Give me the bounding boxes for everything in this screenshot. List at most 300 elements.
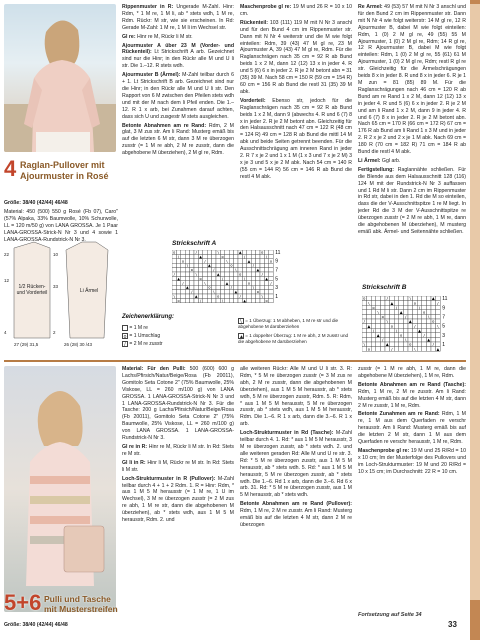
chart-a-cell bbox=[190, 263, 194, 267]
m56-col2-p1: Material: Für den Pulli: 500 (600) 600 g Lachs/Pfirsich/Natur/Beige/Rosa (Fb 20011), Gomitolo Seta Cotone 2" (75% Baumwolle, 25% Viskose, LL = 260 m/100 g) von LANA GROSSA. 1 LANA-GROSSA-Strick-N Nr 3 und 1 LANA-GROSSA-Rundstrick-N Nr 3. Für die Tasche: 200 g Lachs/Pfirsich/Natur/Beige/Rosa (Fb 20011), Gomitolo Seta Cotone 2" (75% Baumwolle, 25% Viskose, LL = 260 m/100 g) von LANA GROSSA. 1 LANA-GROSSA-Rundstrick-N Nr 3. bbox=[122, 366, 234, 442]
chart-a-cell bbox=[212, 281, 216, 285]
chart-a-symbol: / bbox=[200, 298, 202, 303]
chart-a-cell bbox=[172, 285, 176, 289]
chart-b-cell bbox=[399, 301, 404, 306]
schematic-dim-left-2: 12 bbox=[4, 278, 10, 283]
chart-b-cell bbox=[399, 305, 404, 310]
m56-col3-p3: Betonte Abnahmen am re Rand (Pullover): Rdm, 1 M re, 2 M re zusstr. Am li Rand: Musterg emäß bis auf die letzten 4 M str, dann 2 M re überzogen bbox=[240, 501, 352, 528]
chart-b-cell bbox=[426, 296, 431, 301]
chart-b-cell bbox=[413, 328, 418, 333]
chart-b-cell bbox=[408, 301, 413, 306]
chart-b-symbol: ▲ bbox=[376, 333, 380, 338]
chart-b-cell bbox=[367, 319, 372, 324]
chart-b-cell bbox=[408, 333, 413, 338]
chart-a-cell bbox=[234, 272, 238, 276]
chart-b-cell bbox=[376, 328, 381, 333]
chart-a-cell bbox=[269, 268, 273, 272]
schematic-dim-right-3: 2 bbox=[53, 330, 56, 335]
chart-a-cell bbox=[247, 285, 251, 289]
chart-a-symbol: \ bbox=[195, 272, 197, 277]
m56-col3-p1: alle weiteren Rückr: Alle M und U li str. 3. R: Rdm, * 5 M re überzogen zusstr (= 3 M zus re abh, 2 M re zusstr, dann die abgehobenen M überziehen), aus 1 M 5 M herausstr, ab * stets wdh, 5 M re überzogen zusstr, Rdm. 5. R: Rdm, * aus 1 M 5 M herausstr, 5 M re überzogen zusstr, ab * stets wdh, aus 1 M 5 M herausstr, Rdm. Die 1.–6. R 1 x arb, dann die 3.–6. R 1 x arb. bbox=[240, 366, 352, 428]
m56-col2-p2: Gl re in R: Hinr re M, Rückr li M str. In Rd: Stets re M str. bbox=[122, 443, 234, 457]
chart-a-cell bbox=[229, 272, 233, 276]
continued-note: Fortsetzung auf Seite 34 bbox=[358, 612, 422, 618]
chart-b-cell bbox=[390, 333, 395, 338]
chart-b-cell bbox=[408, 310, 413, 315]
chart-a-cell bbox=[264, 250, 268, 254]
chart-a-cell bbox=[269, 254, 273, 258]
chart-a-cell bbox=[234, 276, 238, 280]
chart-a-cell bbox=[260, 281, 264, 285]
chart-a-cell bbox=[172, 276, 176, 280]
chart-b-cell bbox=[436, 342, 441, 347]
chart-b-symbol: \ bbox=[418, 305, 421, 310]
chart-a-symbol: ▲ bbox=[243, 298, 246, 303]
chart-b-cell bbox=[367, 314, 372, 319]
model4-col4 bbox=[358, 4, 466, 276]
chart-b-cell bbox=[376, 337, 381, 342]
chart-b-cell bbox=[417, 319, 422, 324]
chart-a-cell bbox=[247, 294, 251, 298]
chart-b-cell bbox=[385, 310, 390, 315]
chart-b-cell bbox=[431, 324, 436, 329]
chart-b-symbol: o bbox=[432, 319, 435, 324]
m56-col4-p4: Maschenprobe gl re: 19 M und 25 R/Rd = 10 x 10 cm; Im der Musterfolge des Pullovers und im Loch-Strukturmuster: 19 M und 20 R/Rd = 10 x 15 cm; im Durchschnitt: 22 R = 10 cm. bbox=[358, 447, 466, 475]
chart-b-symbol: ▲ bbox=[385, 342, 389, 347]
chart-b-cell bbox=[431, 333, 436, 338]
chart-b-cell bbox=[376, 319, 381, 324]
chart-b-cell bbox=[362, 310, 367, 315]
chart-a-cell bbox=[247, 268, 251, 272]
chart-a-cell bbox=[194, 281, 198, 285]
chart-a-cell bbox=[194, 259, 198, 263]
chart-a-cell bbox=[225, 250, 229, 254]
chart-b-cell bbox=[431, 337, 436, 342]
legend-knit-symbol bbox=[122, 325, 128, 331]
chart-a-symbol: \ bbox=[244, 276, 246, 281]
chart-a-cell bbox=[264, 263, 268, 267]
chart-b-cell bbox=[399, 337, 404, 342]
chart-b-row-label: 9 bbox=[442, 305, 445, 312]
chart-a-cell bbox=[225, 290, 229, 294]
chart-a-cell bbox=[207, 290, 211, 294]
chart-b-cell bbox=[426, 324, 431, 329]
chart-a-symbol: ▲ bbox=[194, 294, 198, 299]
chart-a-symbol: / bbox=[239, 294, 241, 299]
chart-b-cell bbox=[403, 347, 408, 352]
chart-b-symbol: o bbox=[390, 324, 394, 329]
chart-b-symbol: ▲ bbox=[390, 301, 394, 306]
chart-a-cell bbox=[229, 281, 233, 285]
chart-a-cell bbox=[238, 259, 242, 263]
chart-a-symbol: ▲ bbox=[225, 281, 229, 286]
chart-a-symbol: / bbox=[182, 281, 184, 286]
legend-item-yo: o = 1 Umschlag bbox=[123, 333, 161, 340]
chart-b-cell bbox=[385, 314, 390, 319]
col4-p1: Re Ärmel: 49 (53) 57 M mit N Nr 3 anschl und für den Bund 2 cm im Rippenmuster str. Dann mit N Nr 4 wie folgt weiterstr: 14 M gl re, 12 R Ajourmuster B, dabei M wie folgt einteilen: Rdm, 1 (0) 2 M gl re, 49 (55) 55 M Ajourmuster, 1 (0) 2 M gl re, Rdm; 14 R gl re, 12 R Ajourmuster B, dabei M wie folgt einteilen: Rdm, 1 (0) 2 M gl re, 55 (61) 61 M Ajourmuster, 1 (0) 2 M gl re, Rdm; restl R gl re str. Gleichzeitig für die Ärmelschrägungen beids 8 x in jeder 8. R und 8 x in jeder 6. R je 1 M zun = 81 (85) 89 M. Für die Raglanschrägungen nach 46 cm = 120 R ab Bund am re Rand 1 x 2 M, dann 12 (12) 13 x in jeder 4. R und 5 (6) 6 x in jeder 2. R je 2 M und am li Rand 1 x 2 M, dann 9 in jeder 4. R und 6 (7) 8 x in jeder 2. R je 2 M betont abn. Nach 65 cm = 170 R (66 cm = 172 R) 67 cm = 176 R ab Bund am li Rand 1 x 3 M und in jeder 2. R 2 x je 2 und 2 x je 1 M abk. Nach 69 cm = 180 R (70 cm = 182 R) 71 cm = 184 R ab Bund die restl 4 M abk. bbox=[358, 4, 466, 156]
chart-a-cell bbox=[190, 259, 194, 263]
model4-material: Material: 450 (500) 550 g Rosé (Fb 07), Caro" (57% Alpaka, 33% Baumwolle, 10% Schurwolle, LL = 120 m/50 g) von LANA GROSSA. Je 1 Paar LANA-GROSSA-Strick-N Nr 3 und 4 sowie 1 LANA-GROSSA-Rundstrick-N Nr 3. bbox=[4, 208, 118, 243]
chart-b-cell bbox=[417, 337, 422, 342]
chart-b-cell bbox=[422, 328, 427, 333]
chart-a-cell bbox=[229, 250, 233, 254]
chart-b-symbol: ▲ bbox=[399, 310, 403, 315]
chart-b-cell bbox=[385, 328, 390, 333]
chart-b-cell bbox=[431, 347, 436, 352]
chart-a-cell bbox=[269, 298, 273, 302]
chart-a-cell bbox=[247, 272, 251, 276]
chart-b-cell bbox=[413, 333, 418, 338]
chart-a-cell bbox=[185, 281, 189, 285]
chart-a-cell bbox=[176, 281, 180, 285]
chart-a-symbol: \ bbox=[261, 294, 263, 299]
col3-p3: Vorderteil: Ebenso str, jedoch für die Raglanschrägen nach 35 cm = 92 R ab Bund beids 1 x 2 M, dann 9 (abwechs 4. R und 6 (7) 8 x in jeder 2. R je 2 M betont abn. Gleichzeitig für den Halsausschnitt nach 47 cm = 122 R (48 cm = 124 R) 49 cm = 128 R ab Bund die mittl 14 M abk und beide Seiten getrennt beenden. Für die Ausschnittschrägung am inneren Rand in jeder 2. R 7 x je 2 und 1 x 1 M (1 x 3 und 7 x je 2 M) 3 x je 3 und 5 x je 2 M abk. Nach 54 cm = 140 R (55 cm = 144 R) 56 cm = 146 R ab Bund die restl 4 M abk. bbox=[240, 97, 352, 180]
chart-b-symbol: \ bbox=[377, 310, 379, 315]
chart-a-symbol: o bbox=[261, 250, 264, 255]
chart-a-cell bbox=[176, 268, 180, 272]
model56-col2 bbox=[122, 366, 234, 636]
chart-a-cell bbox=[207, 281, 211, 285]
chart-a-symbol: o bbox=[217, 294, 220, 299]
model56-number: 5+6 bbox=[4, 590, 42, 615]
chart-b-cell bbox=[413, 305, 418, 310]
chart-a-symbol: ▲ bbox=[247, 259, 251, 264]
chart-a-cell bbox=[247, 254, 251, 258]
chart-a-cell bbox=[238, 263, 242, 267]
chart-b-cell bbox=[399, 347, 404, 352]
chart-a-cell bbox=[247, 290, 251, 294]
chart-a-cell bbox=[234, 263, 238, 267]
chart-b-cell bbox=[436, 310, 441, 315]
chart-b-symbol: / bbox=[395, 305, 398, 310]
chart-a-cell bbox=[212, 272, 216, 276]
chart-a-cell bbox=[225, 294, 229, 298]
chart-a-cell bbox=[251, 259, 255, 263]
chart-b-symbol: ▲ bbox=[431, 296, 435, 301]
chart-b-cell bbox=[390, 310, 395, 315]
chart-a-row-label: 11 bbox=[275, 250, 281, 256]
chart-a-cell bbox=[203, 254, 207, 258]
chart-b-cell bbox=[399, 314, 404, 319]
chart-b-cell bbox=[426, 301, 431, 306]
page-number: 33 bbox=[448, 620, 457, 629]
chart-b-symbol: / bbox=[382, 338, 384, 343]
chart-a-cell bbox=[190, 250, 194, 254]
chart-a-symbol: / bbox=[270, 281, 272, 286]
col2-p3: Ajourmuster A über 23 M (Vorder- und Rückenteil): Lt Strickschrift A arb. Gezeichnet sind nur die Hinr; in den Rückr alle M und U li str. Die 1.–12. R stets wdh. bbox=[122, 42, 234, 70]
chart-a-symbol: o bbox=[181, 259, 185, 264]
chart-a-cell bbox=[194, 298, 198, 302]
chart-a-symbol: / bbox=[213, 268, 215, 273]
chart-a-cell bbox=[181, 263, 185, 267]
chart-a-cell bbox=[260, 263, 264, 267]
chart-a-cell bbox=[225, 298, 229, 302]
chart-a-cell bbox=[185, 259, 189, 263]
chart-a-symbol: \ bbox=[266, 254, 268, 259]
m56-col4-p1: zusstr (= 1 M re abh, 1 M re, dann die abgehobene M überziehen), 1 M re, Rdm. bbox=[358, 366, 466, 379]
col2-p1: Rippenmuster in R: Ungerade M-Zahl. Hinr: Rdm, * 1 M re, 1 M li, ab * stets wdh, 1 M re, Rdm. Rückr: M str, wie sie erscheinen. In Rd: Gerade M-Zahl: 1 M re, 1 M li im Wechsel str. bbox=[122, 4, 234, 31]
model4-title: Raglan-Pullover mit Ajourmuster in Rosé bbox=[20, 160, 109, 181]
chart-a-cell bbox=[207, 276, 211, 280]
chart-a-cell bbox=[203, 263, 207, 267]
chart-a-cell bbox=[238, 290, 242, 294]
chart-a-cell bbox=[203, 290, 207, 294]
chart-a-symbol: \ bbox=[178, 254, 180, 259]
chart-a-symbol: \ bbox=[252, 285, 254, 290]
chart-b-cell bbox=[403, 342, 408, 347]
chart-a-symbol: \ bbox=[217, 250, 219, 255]
chart-a-cell bbox=[185, 294, 189, 298]
chart-a-cell bbox=[251, 272, 255, 276]
chart-b-title: Strickschrift B bbox=[362, 284, 407, 291]
chart-a-cell bbox=[260, 298, 264, 302]
chart-b-cell bbox=[367, 296, 372, 301]
chart-b-cell bbox=[417, 296, 422, 301]
chart-b-cell bbox=[390, 314, 395, 319]
chart-a-cell bbox=[242, 268, 246, 272]
chart-a-cell bbox=[176, 290, 180, 294]
chart-a-cell bbox=[256, 298, 260, 302]
chart-a-cell bbox=[216, 259, 220, 263]
chart-b-cell bbox=[431, 301, 436, 306]
chart-a-cell bbox=[251, 254, 255, 258]
legend bbox=[122, 324, 232, 348]
chart-b-cell bbox=[403, 328, 408, 333]
chart-b-cell bbox=[362, 305, 367, 310]
chart-b-cell bbox=[385, 301, 390, 306]
chart-a-cell bbox=[207, 272, 211, 276]
chart-a-cell bbox=[220, 290, 224, 294]
chart-a-cell bbox=[185, 276, 189, 280]
chart-a-cell bbox=[225, 254, 229, 258]
chart-a-row-label: 9 bbox=[275, 258, 278, 265]
chart-b-cell bbox=[408, 324, 413, 329]
chart-b-symbol: / bbox=[386, 296, 388, 301]
chart-b-symbol: / bbox=[372, 328, 375, 333]
chart-a-cell bbox=[216, 290, 220, 294]
chart-a-cell bbox=[242, 263, 246, 267]
chart-a-cell bbox=[256, 263, 260, 267]
chart-b-cell bbox=[436, 314, 441, 319]
schematic-label-sleeve: Li Ärmel bbox=[79, 288, 99, 294]
chart-b-cell bbox=[380, 347, 385, 352]
chart-a-cell bbox=[203, 250, 207, 254]
chart-a-cell bbox=[176, 250, 180, 254]
chart-a-cell bbox=[225, 276, 229, 280]
chart-a-symbol: \ bbox=[235, 268, 237, 273]
chart-a-cell bbox=[256, 254, 260, 258]
chart-a-cell bbox=[173, 272, 180, 277]
chart-a-symbol: o bbox=[265, 298, 268, 303]
chart-b-cell bbox=[394, 337, 399, 342]
chart-b-row-label: 11 bbox=[442, 296, 448, 303]
chart-a-cell bbox=[269, 263, 273, 267]
chart-b-cell bbox=[380, 328, 385, 333]
chart-a-cell bbox=[229, 298, 233, 302]
chart-a-cell bbox=[216, 285, 220, 289]
chart-a-cell bbox=[181, 298, 185, 302]
chart-b-cell bbox=[380, 301, 385, 306]
chart-a-symbol: / bbox=[195, 250, 197, 255]
chart-a-cell bbox=[185, 298, 189, 302]
chart-b-symbol: o bbox=[422, 310, 426, 315]
chart-b-cell bbox=[376, 342, 381, 347]
legend-right bbox=[238, 318, 352, 345]
chart-b-cell bbox=[390, 328, 395, 333]
chart-b-cell bbox=[362, 347, 367, 352]
chart-a-cell bbox=[229, 254, 233, 258]
chart-b-symbol: \ bbox=[386, 319, 388, 324]
chart-b-cell bbox=[422, 314, 427, 319]
chart-b-cell bbox=[403, 301, 408, 306]
chart-b-cell bbox=[371, 342, 376, 347]
chart-a-symbol: ▲ bbox=[199, 254, 202, 259]
chart-b-symbol: \ bbox=[414, 347, 416, 352]
chart-b-cell bbox=[426, 333, 431, 338]
chart-a-cell bbox=[190, 272, 194, 276]
chart-a-row-label: 5 bbox=[275, 276, 278, 283]
chart-b-cell bbox=[422, 347, 427, 352]
chart-b-row-label: 1 bbox=[442, 342, 445, 349]
chart-a-symbol: o bbox=[230, 263, 233, 268]
chart-a-title: Strickschrift A bbox=[172, 240, 217, 247]
chart-b-cell bbox=[380, 324, 385, 329]
chart-a-symbol: \ bbox=[204, 281, 206, 286]
chart-b-cell bbox=[380, 319, 385, 324]
chart-a-cell bbox=[260, 290, 264, 294]
chart-a-cell bbox=[216, 281, 220, 285]
chart-a-cell bbox=[256, 276, 260, 280]
chart-b-cell bbox=[422, 305, 427, 310]
chart-a-cell bbox=[203, 294, 207, 298]
chart-b-cell bbox=[394, 310, 399, 315]
legend-dbl-symbol: ▲ bbox=[239, 334, 244, 341]
chart-a-symbol: / bbox=[230, 285, 232, 290]
chart-a-cell bbox=[225, 263, 229, 267]
col3-p2: Rückenteil: 103 (111) 119 M mit N Nr 3 anschl und für den Bund 4 cm im Rippenmuster str. Dann mit N Nr 4 weiterstr und die M wie folgt einteilen: Rdm, 39 (43) 47 M gl re, 23 M Ajourmuster A, 39 (43) 47 M gl re, Rdm. Für die Raglanschrägen nach 35 cm = 92 R ab Bund beids 1 x 2 M, dann 12 (12) 13 x in jeder 4. R und 5 (6) 6 x in jeder 2. R je 2 M betont abn = 31 (35) 39 M. Nach 58 cm = 150 R (59 cm = 154 R) 60 cm = 156 R ab Bund die restl 31 (35) 39 M abk. bbox=[240, 19, 352, 95]
chart-b-cell bbox=[394, 314, 399, 319]
chart-a-cell bbox=[220, 281, 224, 285]
col2-p5: Betonte Abnahmen am re Rand: Rdm, 2 M glat, 3 M zus str. Am li Rand: Musterg emäß bis auf die letzten 6 M str, dann 3 M re überzogen zusstr (= 1 M re abh, 2 M re zusstr, dann die abgehobene M überziehen), 2 M gl re, Rdm. bbox=[122, 122, 234, 157]
chart-b-symbol: \ bbox=[437, 324, 439, 329]
chart-a-cell bbox=[181, 268, 185, 272]
chart-a-symbol: \ bbox=[226, 259, 228, 264]
chart-b-cell bbox=[413, 342, 418, 347]
chart-a-cell bbox=[212, 298, 216, 302]
model4-number: 4 bbox=[4, 156, 17, 181]
chart-a-cell bbox=[207, 298, 211, 302]
chart-b-cell bbox=[426, 310, 431, 315]
chart-a-symbol: \ bbox=[173, 294, 175, 299]
side-tab-top bbox=[470, 0, 480, 4]
chart-b-cell bbox=[436, 337, 441, 342]
chart-a-cell bbox=[198, 268, 202, 272]
chart-b-cell bbox=[399, 319, 404, 324]
chart-a-cell bbox=[207, 259, 211, 263]
chart-a-cell bbox=[172, 263, 176, 267]
chart-b-cell bbox=[394, 319, 399, 324]
chart-b-cell bbox=[390, 319, 395, 324]
col3-p1: Maschenprobe gl re: 19 M und 26 R = 10 x 10 cm. bbox=[240, 4, 352, 17]
chart-b-symbol: o bbox=[399, 333, 403, 338]
legend-k2tog-symbol: / bbox=[122, 341, 128, 347]
schematic-label-body: 1/2 Rücken- und Vorderteil bbox=[16, 284, 48, 296]
chart-a-cell bbox=[261, 272, 268, 277]
chart-b-symbol: / bbox=[432, 342, 434, 347]
chart-a-cell bbox=[251, 294, 255, 298]
model56-col4 bbox=[358, 366, 466, 606]
chart-b-cell bbox=[399, 296, 404, 301]
chart-b-row-label: 7 bbox=[442, 314, 445, 321]
chart-a-cell bbox=[264, 281, 268, 285]
schematic-dim-left-1: 22 bbox=[4, 252, 10, 257]
m56-col4-p2: Betonte Abnahmen am re Rand (Tasche): Rdm, 1 M re, 2 M re zusstr. Am li Rand: Musterg emäß bis auf die letzten 4 M str, dann 2 M re zusstr, 1 M re, Rdm. bbox=[358, 381, 466, 409]
chart-a-cell bbox=[172, 281, 176, 285]
chart-a-cell bbox=[212, 259, 216, 263]
chart-b-symbol: / bbox=[437, 301, 439, 306]
chart-a-cell bbox=[176, 263, 180, 267]
chart-a-cell bbox=[203, 285, 207, 289]
chart-b-cell bbox=[408, 314, 413, 319]
chart-a-cell bbox=[194, 263, 198, 267]
chart-b-cell bbox=[380, 310, 385, 315]
chart-b-cell bbox=[417, 342, 422, 347]
chart-a-cell bbox=[260, 259, 264, 263]
chart-b-cell bbox=[426, 328, 431, 333]
chart-b-cell bbox=[385, 337, 390, 342]
chart-b-symbol: \ bbox=[405, 338, 407, 343]
chart-a-cell bbox=[198, 285, 202, 289]
chart-a-cell bbox=[234, 250, 238, 254]
chart-a-cell bbox=[190, 276, 194, 280]
chart-a-cell bbox=[185, 250, 189, 254]
chart-a-cell bbox=[190, 285, 194, 289]
chart-a-cell bbox=[198, 263, 202, 267]
chart-a-cell bbox=[251, 281, 255, 285]
chart-b-cell bbox=[371, 333, 376, 338]
chart-a-symbol: o bbox=[190, 268, 193, 273]
chart-a-cell bbox=[185, 272, 189, 276]
chart-b-cell bbox=[422, 324, 427, 329]
chart-a-symbol: o bbox=[173, 250, 176, 255]
chart-b-cell bbox=[399, 342, 404, 347]
chart-b-cell bbox=[385, 347, 390, 352]
chart-b-cell bbox=[376, 301, 381, 306]
chart-b-cell bbox=[417, 310, 422, 315]
chart-b-symbol: o bbox=[372, 305, 375, 310]
chart-a-row-label: 1 bbox=[275, 293, 278, 300]
chart-b-cell bbox=[371, 314, 376, 319]
chart-a-cell bbox=[225, 268, 229, 272]
chart-a-cell bbox=[217, 250, 224, 255]
chart-a-cell bbox=[220, 259, 224, 263]
chart-a-symbol: ▲ bbox=[265, 276, 268, 281]
chart-a-cell bbox=[242, 290, 246, 294]
model56-photo bbox=[4, 366, 116, 615]
chart-b-cell bbox=[376, 347, 381, 352]
chart-b-cell bbox=[394, 324, 399, 329]
schematic-dim-right-1: 10 bbox=[53, 252, 59, 257]
chart-a-cell bbox=[242, 250, 246, 254]
chart-b-cell bbox=[417, 333, 422, 338]
chart-a-cell bbox=[225, 272, 229, 276]
chart-a bbox=[172, 250, 348, 306]
chart-a-cell bbox=[247, 298, 251, 302]
chart-b-symbol: \ bbox=[368, 301, 370, 306]
chart-a-cell bbox=[242, 259, 246, 263]
chart-b bbox=[362, 296, 458, 354]
chart-b-cell bbox=[403, 333, 408, 338]
